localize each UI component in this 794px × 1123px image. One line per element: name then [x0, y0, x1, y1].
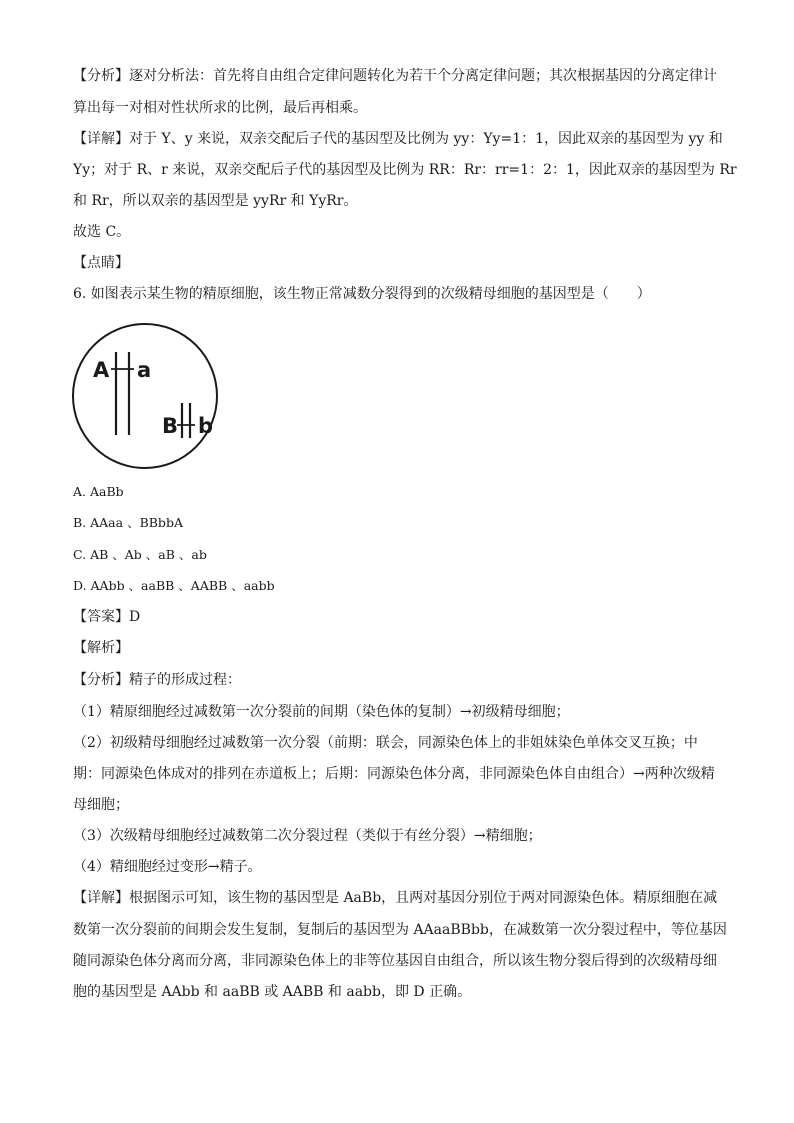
gene-label-A: A — [93, 358, 110, 382]
gene-label-B: B — [162, 414, 179, 438]
detail-explanation-4: 胞的基因型是 AAbb 和 aaBB 或 AABB 和 aabb，即 D 正确。 — [73, 984, 472, 1000]
step-2-line-2: 期：同源染色体成对的排列在赤道板上；后期：同源染色体分离，非同源染色体自由组合）→两种次级精 — [73, 766, 715, 782]
detail-explanation-1: 【详解】根据图示可知，该生物的基因型是 AaBb，且两对基因分别位于两对同源染色体。精原细胞在减 — [73, 890, 718, 906]
step-4: （4）精细胞经过变形→精子。 — [73, 859, 262, 875]
detail-line-1: 【详解】对于 Y、y 来说，双亲交配后子代的基因型及比例为 yy：Yy=1：1，因此双亲的基因型为 yy 和 — [73, 131, 723, 147]
answer-line: 【答案】D — [73, 609, 141, 625]
question-stem: 6. 如图表示某生物的精原细胞，该生物正常减数分裂得到的次级精母细胞的基因型是（ ） — [73, 286, 651, 302]
comment-heading: 【点睛】 — [73, 255, 129, 271]
spermatogenesis-analysis: 【分析】精子的形成过程： — [73, 672, 241, 688]
detail-explanation-2: 数第一次分裂前的间期会发生复制，复制后的基因型为 AAaaBBbb，在减数第一次分裂过程中，等位基因 — [73, 922, 727, 938]
step-3: （3）次级精母细胞经过减数第二次分裂过程（类似于有丝分裂）→精细胞； — [73, 828, 542, 844]
detail-explanation-3: 随同源染色体分离而分离，非同源染色体上的非等位基因自由组合，所以该生物分裂后得到的次级精母细 — [73, 953, 717, 969]
gene-label-b: b — [198, 414, 214, 438]
step-2-line-3: 母细胞； — [73, 797, 129, 813]
choice-line: 故选 C。 — [73, 224, 131, 240]
gene-label-a: a — [137, 358, 152, 382]
detail-line-2: Yy；对于 R、r 来说，双亲交配后子代的基因型及比例为 RR：Rr：rr=1：2：1，因此双亲的基因型为 Rr — [73, 162, 737, 178]
option-c: C. AB 、Ab 、aB 、ab — [73, 547, 207, 562]
step-1: （1）精原细胞经过减数第一次分裂前的间期（染色体的复制）→初级精母细胞； — [73, 704, 570, 720]
detail-line-3: 和 Rr，所以双亲的基因型是 yyRr 和 YyRr。 — [73, 193, 358, 209]
explanation-heading: 【解析】 — [73, 640, 129, 656]
analysis-line-1: 【分析】逐对分析法：首先将自由组合定律问题转化为若干个分离定律问题；其次根据基因的分离定律计 — [73, 68, 717, 84]
step-2-line-1: （2）初级精母细胞经过减数第一次分裂（前期：联会，同源染色体上的非姐妹染色单体交叉互换；中 — [73, 735, 698, 751]
analysis-line-2: 算出每一对相对性状所求的比例，最后再相乘。 — [73, 100, 367, 116]
option-d: D. AAbb 、aaBB 、AABB 、aabb — [73, 578, 275, 593]
cell-membrane — [73, 324, 217, 468]
option-a: A. AaBb — [73, 484, 124, 499]
cell-diagram — [71, 322, 219, 470]
option-b: B. AAaa 、BBbbA — [73, 515, 183, 530]
